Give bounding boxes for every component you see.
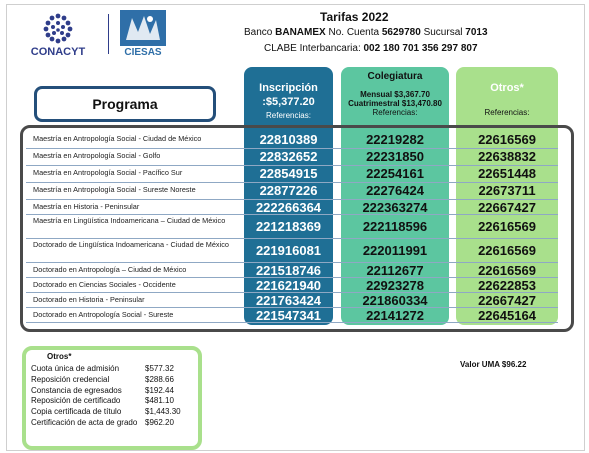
clabe-number: 002 180 701 356 297 807 xyxy=(363,43,478,54)
colegiatura-ref: 22254161 xyxy=(366,166,424,181)
program-name: Maestría en Antropología Social - Ciudad de México xyxy=(33,134,202,143)
colegiatura-title: Colegiatura xyxy=(367,71,423,82)
otros-ref: 22616569 xyxy=(478,263,536,278)
otros-ref: 22673711 xyxy=(478,183,536,198)
otros-item-price: $962.20 xyxy=(145,418,174,427)
inscripcion-ref-label: Referencias: xyxy=(266,111,311,120)
colegiatura-ref-label: Referencias: xyxy=(372,108,418,117)
program-name: Doctorado en Antropología – Ciudad de México xyxy=(33,265,187,274)
otros-ref-label: Referencias: xyxy=(484,108,530,117)
otros-item-price: $481.10 xyxy=(145,396,174,406)
otros-item-label: Copia certificada de título xyxy=(31,407,122,417)
uma-value: Valor UMA $96.22 xyxy=(460,360,527,369)
colegiatura-ref: 222363274 xyxy=(362,200,428,215)
otros-ref: 22667427 xyxy=(478,200,536,215)
program-name: Maestría en Antropología Social - Golfo xyxy=(33,151,161,160)
otros-item-label: Reposición de certificado xyxy=(31,396,121,406)
table-row xyxy=(26,262,558,278)
inscripcion-ref: 22810389 xyxy=(259,132,318,147)
programa-header: Programa xyxy=(34,86,216,122)
ciesas-logo xyxy=(120,10,166,60)
branch-number: 7013 xyxy=(465,27,488,38)
colegiatura-ref: 22923278 xyxy=(366,278,424,293)
otros-item-price: $1,443.30 xyxy=(145,407,181,417)
otros-ref: 22622853 xyxy=(478,278,536,293)
otros-ref: 22638832 xyxy=(478,149,536,164)
table-row xyxy=(26,238,558,263)
colegiatura-mensual: Mensual $3,367.70 xyxy=(360,90,430,99)
inscripcion-title: Inscripción xyxy=(259,82,318,94)
conacyt-logo xyxy=(18,10,98,60)
inscripcion-ref: 22832652 xyxy=(259,149,318,164)
ciesas-wordmark: CIESAS xyxy=(124,47,162,58)
otros-item-label: Constancia de egresados xyxy=(31,385,122,395)
colegiatura-ref: 22112677 xyxy=(366,263,424,278)
table-row xyxy=(26,199,558,215)
program-name: Maestría en Historia - Peninsular xyxy=(33,202,140,211)
logo-divider xyxy=(108,14,109,54)
colegiatura-ref: 22276424 xyxy=(366,183,424,198)
program-name: Maestría en Lingüística Indoamericana – Ciudad de México xyxy=(33,216,226,225)
table-row xyxy=(26,292,558,308)
bank-info xyxy=(244,27,488,38)
otros-ref: 22645164 xyxy=(478,308,536,323)
inscripcion-ref: 221763424 xyxy=(255,293,322,308)
colegiatura-ref: 222011991 xyxy=(362,243,428,258)
table-row xyxy=(26,148,558,166)
branch-label: Sucursal xyxy=(423,27,463,38)
otros-item-price: $192.44 xyxy=(145,385,174,395)
otros-item-label: Cuota única de admisión xyxy=(31,364,120,373)
program-name: Doctorado en Ciencias Sociales - Occidente xyxy=(33,280,176,289)
colegiatura-cuatrimestral: Cuatrimestral $13,470.80 xyxy=(348,99,442,108)
clabe-label: CLABE Interbancaria: xyxy=(264,43,361,54)
inscripcion-ref: 22854915 xyxy=(259,166,318,181)
otros-ref: 22651448 xyxy=(478,166,536,181)
inscripcion-ref: 222266364 xyxy=(255,200,322,215)
inscripcion-ref: 22877226 xyxy=(259,183,318,198)
otros-item-label: Reposición credencial xyxy=(31,374,110,384)
table-row xyxy=(26,182,558,200)
bank-name: BANAMEX xyxy=(275,27,326,38)
otros-box-title: Otros* xyxy=(47,352,72,361)
table-row xyxy=(26,277,558,293)
colegiatura-ref: 221860334 xyxy=(362,293,428,308)
program-name: Doctorado en Antropología Social - Sureste xyxy=(33,310,174,319)
clabe-info xyxy=(264,43,478,54)
inscripcion-ref: 221218369 xyxy=(255,219,322,234)
otros-ref: 22616569 xyxy=(478,132,536,147)
program-name: Maestría en Antropología Social - Pacífico Sur xyxy=(33,168,183,177)
otros-item-price: $577.32 xyxy=(145,364,174,373)
colegiatura-ref: 22219282 xyxy=(366,132,424,147)
tarifas-title: Tarifas 2022 xyxy=(320,10,389,24)
table-row xyxy=(26,131,558,149)
inscripcion-ref: 221518746 xyxy=(255,263,322,278)
otros-title: Otros* xyxy=(490,82,524,94)
otros-ref: 22616569 xyxy=(478,243,536,258)
inscripcion-ref: 221547341 xyxy=(255,308,322,323)
otros-item-price: $288.66 xyxy=(145,374,174,384)
inscripcion-price: :$5,377.20 xyxy=(262,96,315,108)
table-row xyxy=(26,307,558,323)
otros-ref: 22616569 xyxy=(478,219,536,234)
program-name: Doctorado en Historia - Peninsular xyxy=(33,295,145,304)
conacyt-wordmark: CONACYT xyxy=(30,46,86,58)
program-name: Doctorado de Lingüística Indoamericana - Ciudad de México xyxy=(33,240,229,249)
colegiatura-ref: 22141272 xyxy=(366,308,424,323)
colegiatura-ref: 22231850 xyxy=(366,149,424,164)
inscripcion-ref: 221621940 xyxy=(255,278,322,293)
otros-ref: 22667427 xyxy=(478,293,536,308)
account-label: No. Cuenta xyxy=(328,27,380,38)
bank-prefix: Banco xyxy=(244,27,273,38)
inscripcion-ref: 221916081 xyxy=(255,243,322,258)
otros-item-label: Certificación de acta de grado xyxy=(31,418,138,427)
colegiatura-ref: 222118596 xyxy=(362,219,428,234)
table-row xyxy=(26,214,558,239)
table-row xyxy=(26,165,558,183)
program-name: Maestría en Antropología Social - Sureste Noreste xyxy=(33,185,196,194)
account-number: 5629780 xyxy=(381,27,421,38)
